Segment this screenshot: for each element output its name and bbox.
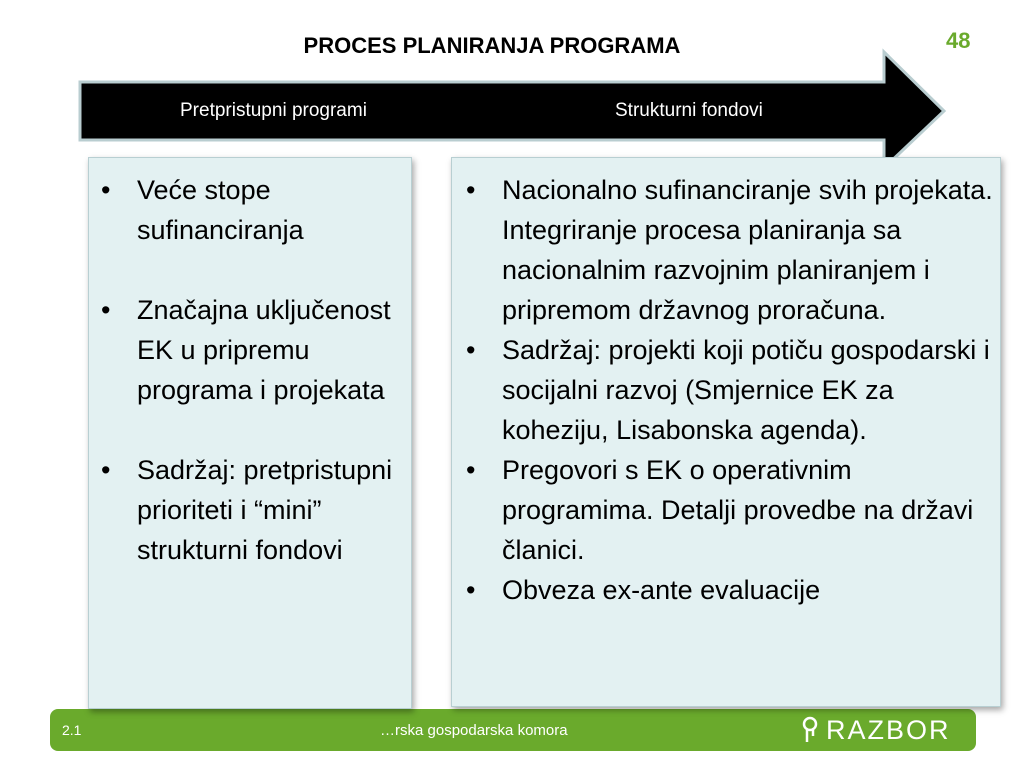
arrow-label-pretpristupni: Pretpristupni programi	[180, 100, 367, 121]
right-box-strukturni	[451, 157, 1001, 707]
footer-organization: …rska gospodarska komora	[380, 722, 568, 739]
left-box-list	[137, 170, 407, 610]
list-item: • Pregovori s EK o operativnim programima. Detalji provedbe na državi članici.	[502, 450, 996, 570]
process-arrow	[0, 0, 1024, 170]
razbor-logo-icon	[800, 716, 820, 744]
list-item: • Veće stope sufinanciranja	[137, 170, 407, 250]
slide-number: 48	[946, 28, 971, 53]
razbor-logo	[800, 713, 951, 747]
list-item: • Značajna uključenost EK u pripremu programa i projekata	[137, 290, 407, 410]
list-item: • Sadržaj: pretpristupni prioriteti i “mini” strukturni fondovi	[137, 450, 407, 570]
list-item: • Sadržaj: projekti koji potiču gospodarski i socijalni razvoj (Smjernice EK za koheziju, Lisabonska agenda).	[502, 330, 996, 450]
list-item: • Nacionalno sufinanciranje svih projekata. Integriranje procesa planiranja sa nacionalnim razvojnim planiranjem i pripremom državnog proračuna.	[502, 170, 996, 330]
arrow-label-strukturni: Strukturni fondovi	[615, 100, 763, 121]
razbor-logo-text: RAZBOR	[826, 714, 951, 745]
footer-date: 2.1	[62, 722, 82, 738]
slide-title: PROCES PLANIRANJA PROGRAMA	[303, 33, 681, 58]
left-box-pretpristupni	[88, 157, 412, 709]
right-box-list	[502, 170, 996, 610]
list-item: • Obveza ex-ante evaluacije	[502, 570, 996, 610]
